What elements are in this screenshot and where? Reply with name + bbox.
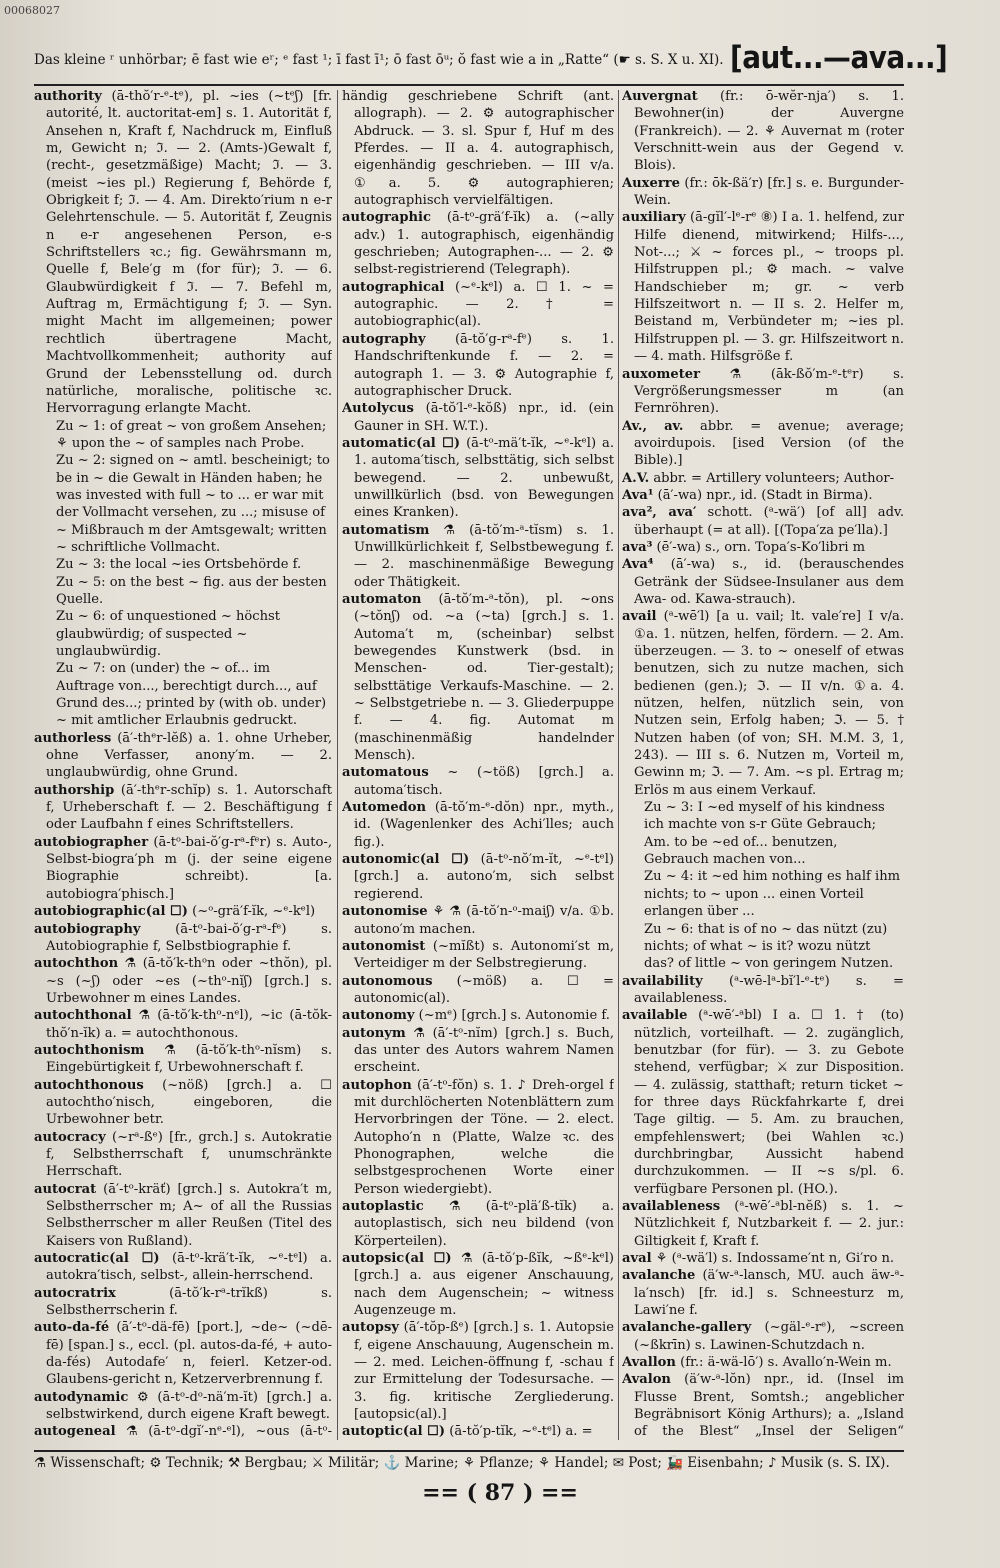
footer-rule: [34, 1450, 904, 1452]
entry-definition: (ā′-wa) s., id. (berauschendes Getränk der Südsee-Insulaner aus dem Awa- od. Kawa-strauch).: [634, 557, 904, 607]
headword: authority: [34, 89, 102, 104]
headword: autoptic(al ☐): [342, 1424, 446, 1440]
dictionary-entry: [34, 1077, 332, 1129]
dictionary-entry: [342, 1250, 614, 1319]
headword: Autolycus: [342, 401, 414, 417]
dictionary-entry: [34, 1129, 332, 1181]
dictionary-entry: [34, 1007, 332, 1042]
headword: autodynamic: [34, 1389, 129, 1405]
dictionary-entry: [342, 209, 614, 278]
scan-id: 00068027: [4, 4, 60, 17]
headword: autocracy: [34, 1129, 106, 1145]
headword: autocratic(al ☐): [34, 1251, 160, 1267]
column-divider: [337, 90, 338, 1440]
phrase-block: Zu ~ 6: that is of no ~ das nützt (zu) nichts; of what ~ is it? wozu nützt das? of little ~ von geringem Nutzen.: [644, 921, 894, 972]
headword: automatous: [342, 765, 429, 781]
entry-definition: (ā′-thᵉr-schĭp) s. 1. Autorschaft f, Urheberschaft f. — 2. Beschäftigung f oder Laufbahn f eines Schriftstellers.: [46, 782, 332, 833]
entry-definition: (ā-thŏ′r-ᵉ-tᵉ), pl. ~ies (~tᵉʃ) [fr. autorité, lt. auctoritat-em] s. 1. Autorität f, Ansehen n, Kraft f, Nachdruck m, Einfluß m, Gewicht n; ℑ. — 2. (Amts-)Gewalt f, (recht-, gesetzmäßige) Macht; ℑ. — 3. (meist ~ies pl.) Regierung f, Behörde f, Obrigkeit f; ℑ. — 4. Am. Direkto′rium n e-r Gelehrtenschule. — 5. Autorität f, Zeugnis n e-r angesehenen Person, e-s Schriftstellers ꝛc.; fig. Gewährsmann m, Quelle f, Bele′g m (for für); ℑ. — 6. Glaubwürdigkeit f ℑ. — 7. Befehl m, Auftrag m, Ermächtigung f; ℑ. — Syn. might Macht im allgemeinen; power rechtlich übertragene Macht, Machtvollkommenheit; authority auf Grund der Lebensstellung od. durch natürliche, moralische, politische ꝛc. Hervorragung erlangte Macht.: [46, 89, 332, 417]
headword: autochthonous: [34, 1077, 144, 1093]
entry-definition: abbr. = avenue; average; avoirdupois. [ised Version (of the Bible).]: [634, 418, 904, 469]
dictionary-entry: [622, 1354, 904, 1371]
entry-definition: (ā-tŏ′l-ᵉ-kŏß) npr., id. (ein Gauner in SH. W.T.).: [354, 401, 614, 434]
headword: automatic(al ☐): [342, 435, 461, 451]
dictionary-entry: [622, 366, 904, 418]
headword: automaton: [342, 591, 422, 607]
headword: aval: [622, 1251, 652, 1267]
entry-definition: ⚗ (ā-tŏ′m-ᵃ-tĭsm) s. 1. Unwillkürlichkeit f, Selbstbewegung f. — 2. maschinenmäßige Bewegung oder Thätigkeit.: [354, 522, 614, 590]
dictionary-entry: [342, 851, 614, 903]
dictionary-column-2: [342, 88, 614, 1442]
dictionary-entry: [622, 608, 904, 799]
entry-definition: (ā-gĭl′-lᵉ-rᵉ ⑧) I a. 1. helfend, zur Hilfe dienend, mitwirkend; Hilfs-..., Not-...; ⚔ ~ forces pl., ~ troops pl. Hilfstruppen pl.; ⚙ mach. ~ valve Handschieber m; gr. ~ verb Hilfszeitwort n. — II s. 2. Helfer m, Beistand m, Verbündeter m; ~ies pl. Hilfstruppen pl. — 3. gr. Hilfszeitwort n. — 4. math. Hilfsgröße f.: [634, 210, 904, 365]
phrase-block: Zu ~ 3: the local ~ies Ortsbehörde f.: [56, 557, 302, 573]
dictionary-entry: [622, 88, 904, 175]
entry-definition: (ē′-wa) s., orn. Topa′s-Ko′libri m: [652, 539, 866, 555]
dictionary-entry: [342, 400, 614, 435]
phrase-block: Zu ~ 6: of unquestioned ~ höchst glaubwürdig; of suspected ~ unglaubwürdig.: [56, 609, 281, 659]
entry-definition: ⚗ (ā-tŏ′p-ßĭk, ~ßᵉ-kᵉl) [grch.] a. aus eigener Anschauung, nach dem Augenschein; ~ witness Augenzeuge m.: [354, 1251, 614, 1319]
headword: autocratrix: [34, 1285, 116, 1301]
dictionary-entry: [34, 730, 332, 782]
headword: autography: [342, 331, 426, 347]
dictionary-entry: [34, 1250, 332, 1285]
headword: autopsic(al ☐): [342, 1251, 452, 1267]
entry-definition: (ā-tᵒ-nŏ′m-ĭt, ~ᵉ-tᵉl) [grch.] a. autono′m, sich selbst regierend.: [354, 852, 614, 902]
dictionary-entry: [342, 1319, 614, 1423]
entry-definition: ⚗ (ā-tŏ′k-thᵒ-nᵉl), ~ic (ā-tŏk-thŏ′n-ĭk) a. = autochthonous.: [46, 1008, 332, 1041]
entry-definition: ~ (~töß) [grch.] a. automa′tisch.: [354, 765, 614, 798]
entry-definition: (ä′w-ᵃ-lansch, MU. auch äw-ᵃ-la′nsch) [fr. id.] s. Schneesturz m, Lawi′ne f.: [634, 1268, 904, 1319]
headword: avail: [622, 609, 657, 625]
dictionary-entry: [622, 1371, 904, 1442]
headword: avalanche-gallery: [622, 1320, 752, 1336]
dictionary-entry: [342, 522, 614, 591]
dictionary-entry: [34, 1423, 332, 1442]
entry-definition: (ᵃ-wē-lᵃ-bĭ′l-ᵉ-tᵉ) s. = availableness.: [634, 973, 904, 1006]
dictionary-entry: [342, 973, 614, 1008]
dictionary-entry: [622, 504, 904, 539]
entry-definition: ⚗ (ā-tŏ′k-thᵒn oder ~thŏn), pl. ~s (~ʃ) oder ~es (~thᵒ-nĭʃ) [grch.] s. Urbewohner m eines Landes.: [46, 956, 332, 1006]
phrase-block: Zu ~ 1: of great ~ von großem Ansehen; ⚘ upon the ~ of samples nach Probe.: [56, 418, 327, 451]
entry-definition: (ā-tᵒ-bai-ŏ′g-rᵃ-fᵉr) s. Auto-, Selbst-biogra′ph m (j. der seine eigene Biographie schreibt). [a. autobiogra′phisch.]: [46, 834, 332, 902]
entry-definition: (ᵃ-wē′-ᵃbl) I a. ☐ 1. † (to) nützlich, vorteilhaft. — 2. zugänglich, benutzbar (for für). — 3. zu Gebote stehend, verfügbar; ⚔ zur Disposition. — 4. zulässig, statthaft; return ticket ~ for three days Rückfahrkarte f, drei Tage giltig. — 5. Am. zu brauchen, empfehlenswert; (bei Wahlen ꝛc.) durchbringbar, Aussicht habend durchzukommen. — II ~s s/pl. 6. verfügbare Personen pl. (HO.).: [634, 1008, 904, 1197]
dictionary-entry: [34, 1285, 332, 1320]
dictionary-entry: [34, 1389, 332, 1424]
headword: avalanche: [622, 1268, 696, 1284]
headword: autogeneal: [34, 1424, 116, 1440]
headword: autobiographic(al ☐): [34, 904, 188, 920]
dictionary-entry: [34, 1181, 332, 1250]
dictionary-entry: [342, 591, 614, 764]
entry-definition: (ā-tŏ′m-ᵉ-dŏn) npr., myth., id. (Wagenlenker des Achi′lles; auch fig.).: [354, 800, 614, 850]
headword: auxometer: [622, 366, 701, 382]
entry-definition: (ā′-wa) npr., id. (Stadt in Birma).: [653, 487, 873, 503]
dictionary-entry: [622, 470, 904, 487]
entry-definition: (fr.: ōk-ßä′r) [fr.] s. e. Burgunder-Wein.: [634, 175, 904, 209]
headword: Ava⁴: [622, 557, 654, 573]
dictionary-entry: [34, 955, 332, 1007]
entry-definition: schott. (ᵃ-wä′) [of all] adv. überhaupt (= at all). [(Topa′za pe′lla).]: [634, 505, 904, 538]
headword: autonomise: [342, 904, 428, 920]
column-divider: [618, 90, 619, 1440]
dictionary-entry: [34, 903, 332, 920]
symbol-legend: ⚗ Wissenschaft; ⚙ Technik; ⚒ Bergbau; ⚔ Militär; ⚓ Marine; ⚘ Pflanze; ⚘ Handel; ✉ Post; 🚂 Eisenbahn; ♪ Musik (s. S. IX).: [34, 1455, 890, 1471]
dictionary-entry: [622, 1007, 904, 1198]
entry-definition: abbr. = Artillery volunteers; Author-: [649, 470, 895, 486]
dictionary-entry: [34, 834, 332, 903]
entry-definition: (ā-tᵒ-bai-ŏ′g-rᵃ-fᵉ) s. Autobiographie f, Selbstbiographie f.: [46, 921, 332, 954]
dictionary-entry: [342, 435, 614, 522]
phrase-block: Zu ~ 7: on (under) the ~ of... im Auftrage von..., berechtigt durch..., auf Grund des...; printed by (with ob. under) ~ mit amtlicher Erlaubnis gedruckt.: [56, 661, 327, 729]
phrase-block: Zu ~ 3: I ~ed myself of his kindness ich machte von s-r Güte Gebrauch; Am. to be ~ed of... benutzen, Gebrauch machen von...: [644, 800, 885, 868]
entry-definition: (ā′-tᵒ-fŏn) s. 1. ♪ Dreh-orgel f mit durchlöcherten Notenblättern zum Hervorbringen der Töne. — 2. elect. Autopho′n n (Platte, Walze ꝛc. des Phonographen, welche die selbstgesprochenen Worte einer Person wiedergiebt).: [354, 1077, 614, 1197]
dictionary-entry: [622, 487, 904, 504]
dictionary-entry: [34, 1319, 332, 1388]
entry-definition: (ä′w-ᵃ-lŏn) npr., id. (Insel im Flusse Brent, Somtsh.; angeblicher Begräbnisort König Arthurs); a. „Island of the Blest“ „Insel der Seligen“: [634, 1372, 904, 1440]
entry-definition: (ā-tŏ′p-tĭk, ~ᵉ-tᵉl) a. =: [445, 1424, 593, 1440]
dictionary-entry: [34, 88, 332, 418]
dictionary-entry: [622, 539, 904, 556]
entry-definition: ⚗ (ā-tᵒ-dgĭ′-nᵉ-ᵉl), ~ous (ā-tᵒ-: [126, 1424, 332, 1440]
pronunciation-key: Das kleine ʳ unhörbar; ē fast wie eʳ; ᵉ fast ¹; ī fast ī¹; ō fast ōᵘ; ŏ fast wie a in „Ratte“ (☛ s. S. X u. XI).: [34, 52, 724, 68]
entry-definition: (ā′-thᵉr-lĕß) a. 1. ohne Urheber, ohne Verfasser, anony′m. — 2. unglaubwürdig, ohne Grund.: [46, 730, 332, 781]
dictionary-column-1: [34, 88, 332, 1442]
headword: Auvergnat: [622, 89, 698, 104]
dictionary-entry: [342, 1423, 614, 1440]
entry-continuation: händig geschriebene Schrift (ant. allograph). — 2. ⚙ autographischer Abdruck. — 3. sl. Spur f, Huf m des Pferdes. — II a. 4. autographisch, eigenhändig geschrieben. — III v/a. ①a. 5. ⚙ autographieren; autographisch vervielfältigen.: [342, 89, 614, 209]
headword: ava², ava′: [622, 505, 697, 521]
dictionary-entry: [622, 209, 904, 365]
headword: Auxerre: [622, 175, 680, 191]
dictionary-entry: [342, 799, 614, 851]
entry-definition: (ā-tᵒ-krä′t-ĭk, ~ᵉ-tᵉl) a. autokra′tisch, selbst-, allein-herrschend.: [46, 1251, 332, 1284]
headword: automatism: [342, 522, 430, 538]
dictionary-entry: [34, 1042, 332, 1077]
dictionary-entry: [34, 782, 332, 834]
headword: autochthon: [34, 956, 119, 972]
dictionary-entry: [342, 764, 614, 799]
dictionary-entry: [342, 903, 614, 938]
entry-definition: (fr.: ä-wä-lō′) s. Avallo′n-Wein m.: [675, 1355, 892, 1371]
entry-definition: (~mĭßt) s. Autonomi′st m, Verteidiger m der Selbstregierung.: [354, 938, 614, 972]
entry-definition: (ā-tŏ′m-ᵃ-tŏn), pl. ~ons (~tŏnʃ) od. ~a (~ta) [grch.] s. 1. Automa′t m, (scheinbar) selbst bewegendes Kunstwerk (bsd. in Menschen- od. Tier-gestalt); selbsttätige Verkaufs-Maschine. — 2. ~ Selbstgetriebe n. — 3. Gliederpuppe f. — 4. fig. Automat m (maschinenmäßig handelnder Mensch).: [354, 591, 614, 764]
header-rule: [34, 84, 904, 86]
headword: availability: [622, 973, 703, 989]
headword: autographical: [342, 279, 445, 295]
dictionary-entry: [622, 556, 904, 608]
headword: autonomy: [342, 1008, 415, 1024]
headword: autocrat: [34, 1181, 97, 1197]
entry-definition: ⚗ (ā′-tᵒ-nĭm) [grch.] s. Buch, das unter des Autors wahrem Namen erscheint.: [354, 1025, 614, 1076]
page-number: == ( 87 ) ==: [422, 1480, 578, 1506]
headword: ava³: [622, 539, 653, 555]
phrase-block: Zu ~ 2: signed on ~ amtl. bescheinigt; to be in ~ die Gewalt in Händen haben; he was invested with full ~ to ... er war mit der Vollmacht versehen, zu ...; misuse of ~ Mißbrauch m der Amtsgewalt; written ~ schriftliche Vollmacht.: [56, 453, 330, 555]
dictionary-entry: [342, 938, 614, 973]
headword: autoplastic: [342, 1199, 424, 1214]
dictionary-entry: [622, 418, 904, 470]
entry-definition: (~rᵃ-ßᵉ) [fr., grch.] s. Autokratie f, Selbstherrschaft f, unumschränkte Herrschaft.: [46, 1129, 332, 1180]
headword: autonym: [342, 1025, 406, 1041]
dictionary-entry: [622, 1250, 904, 1267]
dictionary-entry: [342, 1198, 614, 1250]
entry-definition: (ā-tᵒ-mä′t-ĭk, ~ᵉ-kᵉl) a. 1. automa′tisch, selbsttätig, sich selbst bewegend. — 2. unbewußt, unwillkürlich (bsd. von Bewegungen eines Kranken).: [354, 435, 614, 521]
headword: autobiography: [34, 921, 141, 937]
dictionary-entry: [342, 1441, 614, 1442]
headword: Automedon: [342, 800, 427, 816]
headword: autonomous: [342, 973, 433, 989]
phrase-block: Zu ~ 4: it ~ed him nothing es half ihm nichts; to ~ upon ... einen Vorteil erlangen über ...: [644, 869, 901, 920]
entry-definition: ⚙ (ā-tᵒ-dᵒ-nä′m-ĭt) [grch.] a. selbstwirkend, durch eigene Kraft bewegt.: [46, 1389, 332, 1423]
guide-words: [aut...—ava...]: [730, 40, 948, 76]
headword: Ava¹: [622, 487, 654, 503]
headword: autochthonal: [34, 1008, 132, 1024]
headword: auto-da-fé: [34, 1320, 110, 1336]
headword: autobiographer: [34, 834, 149, 850]
headword: autopsy: [342, 1320, 399, 1336]
dictionary-entry: [342, 1025, 614, 1077]
entry-definition: (~möß) a. ☐ = autonomic(al).: [354, 973, 614, 1006]
headword: autonomic(al ☐): [342, 852, 470, 868]
headword: autographic: [342, 210, 431, 226]
dictionary-entry: [622, 1267, 904, 1319]
entry-definition: (ā-tŏ′k-rᵃ-trĭkß) s. Selbstherrscherin f.: [46, 1285, 332, 1319]
entry-definition: (fr.: ō-wĕr-nja′) s. 1. Bewohner(in) der Auvergne (Frankreich). — 2. ⚘ Auvernat m (roter Verschnitt-wein aus der Gegend v. Blois).: [634, 89, 904, 174]
entry-definition: ⚘ (ᵃ-wä′l) s. Indossame′nt n, Gi′ro n.: [651, 1251, 895, 1267]
dictionary-entry: [342, 1007, 614, 1024]
headword: Avallon: [622, 1355, 676, 1371]
headword: autonomist: [342, 938, 426, 954]
headword: Av., av.: [622, 418, 684, 434]
dictionary-entry: [342, 1077, 614, 1198]
entry-definition: (ᵃ-wē′-ᵃbl-nĕß) s. 1. ~ Nützlichkeit f, Nutzbarkeit f. — 2. jur.: Giltigkeit f, Kraft f.: [634, 1199, 904, 1249]
dictionary-entry: [342, 331, 614, 400]
dictionary-entry: [342, 279, 614, 331]
headword: authorship: [34, 782, 115, 798]
entry-definition: (ā′-tŏp-ßᵉ) [grch.] s. 1. Autopsie f, eigene Anschauung, Augenschein m. — 2. med. Leichen-öffnung f, -schau f zur Ermittelung der Todesursache. — 3. fig. kritische Zergliederung. [autopsic(al).]: [354, 1320, 614, 1423]
headword: autochthonism: [34, 1042, 145, 1058]
headword: availableness: [622, 1199, 721, 1214]
entry-definition: ⚗ (ā-tŏ′k-thᵒ-nĭsm) s. Eingebürtigkeit f, Urbewohnerschaft f.: [46, 1042, 332, 1076]
headword: available: [622, 1008, 688, 1024]
entry-definition: (~ᵒ-grä′f-ĭk, ~ᵉ-kᵉl): [187, 904, 316, 920]
entry-definition: (~gäl-ᵉ-rᵉ), ~screen (~ßkrīn) s. Lawinen-Schutzdach n.: [634, 1320, 904, 1353]
dictionary-entry: [622, 973, 904, 1008]
entry-definition: (ā′-tᵒ-kräť) [grch.] s. Autokra′t m, Selbstherrscher m; A~ of all the Russias Selbstherrscher m aller Reußen (Titel des Kaisers von Rußland).: [46, 1181, 332, 1249]
entry-definition: (~mᵉ) [grch.] s. Autonomie f.: [414, 1008, 610, 1024]
entry-definition: (~ᵉ-kᵉl) a. ☐ 1. ~ = autographic. — 2. † = autobiographic(al).: [354, 279, 614, 330]
phrase-block: Zu ~ 5: on the best ~ fig. aus der besten Quelle.: [56, 574, 327, 607]
entry-definition: (ā′-tᵒ-dä-fē) [port.], ~de~ (~dē-fē) [span.] s., eccl. (pl. autos-da-fé, + auto-da-fés) Autodafe′ n, feierl. Ketzer-od. Glaubens-gericht n, Ketzerverbrennung f.: [46, 1320, 332, 1388]
entry-definition: (~nöß) [grch.] a. ☐ autochtho′nisch, eingeboren, die Urbewohner betr.: [46, 1077, 332, 1128]
entry-definition: (ᵃ-wē′l) [a u. vail; lt. vale′re] I v/a. ①a. 1. nützen, helfen, fördern. — 2. Am. überzeugen. — 3. to ~ oneself of etwas benutzen, sich zu nutze machen, sich bedienen (gen.); ℑ. — II v/n. ①a. 4. nützen, helfen, nützlich sein, von Nutzen sein, Erfolg haben; ℑ. — 5. † Nutzen haben (of von; SH. M.M. 3, 1, 243). — III s. 6. Nutzen m, Vorteil m, Gewinn m; ℑ. — 7. Am. ~s pl. Ertrag m; Erlös m aus einem Verkauf.: [634, 609, 904, 798]
dictionary-column-3: [622, 88, 904, 1442]
entry-definition: ⚗ (ā-tᵒ-plä′ß-tĭk) a. autoplastisch, sich neu bildend (von Körperteilen).: [354, 1199, 614, 1249]
entry-definition: ⚗ (āk-ßŏ′m-ᵉ-tᵉr) s. Vergrößerungsmesser m (an Fernröhren).: [634, 366, 904, 417]
entry-definition: (ā-tŏ′g-rᵃ-fᵉ) s. 1. Handschriftenkunde f. — 2. = autograph 1. — 3. ⚙ Autographie f, autographischer Druck.: [354, 331, 614, 399]
headword: autophon: [342, 1077, 412, 1093]
headword: auxiliary: [622, 210, 686, 226]
dictionary-entry: [622, 1319, 904, 1354]
dictionary-entry: [622, 175, 904, 210]
headword: authorless: [34, 730, 112, 746]
dictionary-entry: [622, 1198, 904, 1250]
headword: Avalon: [622, 1372, 671, 1388]
entry-definition: (ā-tᵒ-grä′f-ĭk) a. (~ally adv.) 1. autographisch, eigenhändig geschrieben; Autographen-... — 2. ⚙ selbst-registrierend (Telegraph).: [354, 210, 614, 278]
dictionary-entry: [34, 921, 332, 956]
headword: A.V.: [622, 470, 650, 486]
entry-definition: ⚘ ⚗ (ā-tŏ′n-ᵒ-maiʃ) v/a. ①b. autono′m machen.: [354, 904, 614, 937]
